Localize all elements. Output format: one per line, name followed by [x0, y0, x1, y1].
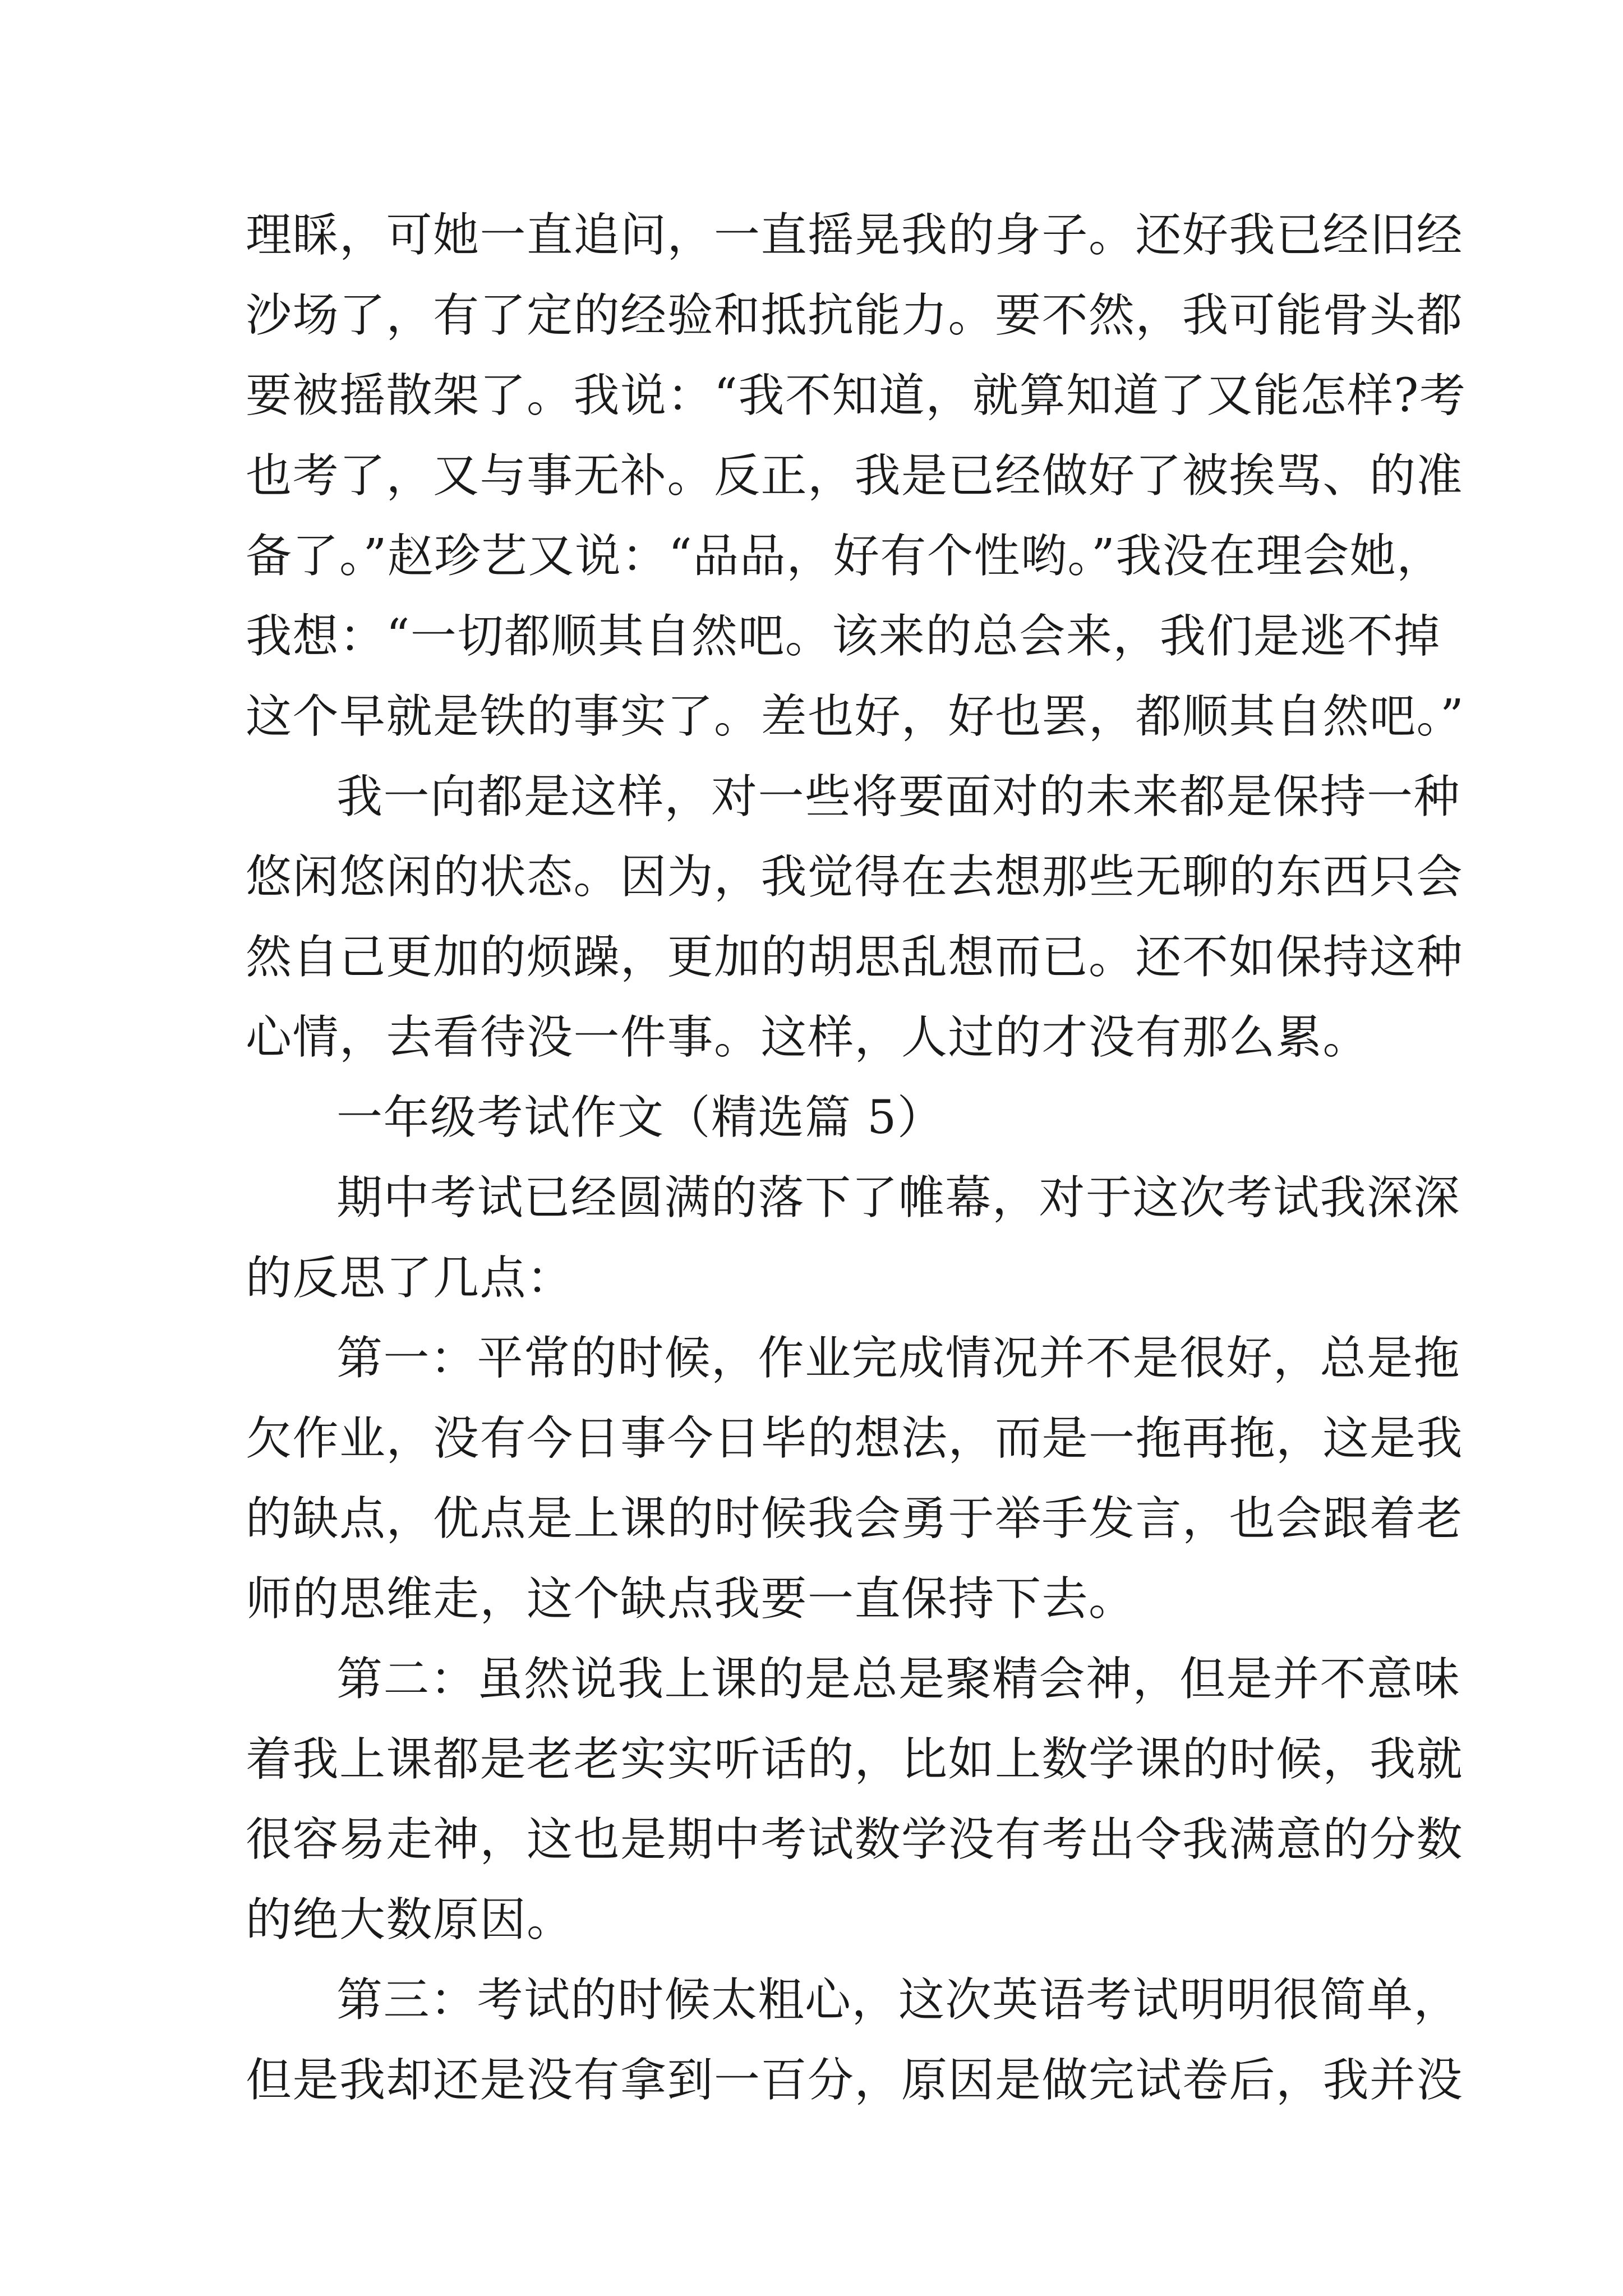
- text-line: 备了。”赵珍艺又说：“品品，好有个性哟。”我没在理会她，: [246, 530, 1444, 583]
- text-line: 然自己更加的烦躁，更加的胡思乱想而已。还不如保持这种: [246, 931, 1464, 984]
- text-line: 的反思了几点：: [246, 1251, 574, 1305]
- section-heading: 一年级考试作文（精选篇 5）: [336, 1091, 944, 1144]
- text-line: 欠作业，没有今日事今日毕的想法，而是一拖再拖，这是我: [246, 1412, 1464, 1465]
- text-line: 的绝大数原因。: [246, 1893, 574, 1947]
- text-line: 这个早就是铁的事实了。差也好，好也罢，都顺其自然吧。”: [246, 690, 1465, 743]
- text-line: 很容易走神，这也是期中考试数学没有考出令我满意的分数: [246, 1813, 1464, 1866]
- text-line: 我想：“一切都顺其自然吧。该来的总会来，我们是逃不掉: [246, 610, 1441, 663]
- text-line: 悠闲悠闲的状态。因为，我觉得在去想那些无聊的东西只会: [246, 850, 1464, 904]
- text-line: 着我上课都是老老实实听话的，比如上数学课的时候，我就: [246, 1733, 1464, 1786]
- paragraph-first-line: 第二：虽然说我上课的是总是聚精会神，但是并不意味: [336, 1653, 1461, 1706]
- text-line: 也考了，又与事无补。反正，我是已经做好了被挨骂、的准: [246, 449, 1464, 503]
- paragraph-first-line: 期中考试已经圆满的落下了帷幕，对于这次考试我深深: [336, 1171, 1461, 1225]
- text-line: 理睬，可她一直追问，一直摇晃我的身子。还好我已经旧经: [246, 209, 1464, 262]
- text-line: 要被摇散架了。我说：“我不知道，就算知道了又能怎样?考: [246, 369, 1467, 422]
- text-line: 师的思维走，这个缺点我要一直保持下去。: [246, 1572, 1136, 1626]
- paragraph-first-line: 第三：考试的时候太粗心，这次英语考试明明很简单，: [336, 1973, 1461, 2027]
- paragraph-first-line: 第一：平常的时候，作业完成情况并不是很好，总是拖: [336, 1332, 1461, 1385]
- text-line: 但是我却还是没有拿到一百分，原因是做完试卷后，我并没: [246, 2054, 1464, 2107]
- text-line: 沙场了，有了定的经验和抵抗能力。要不然，我可能骨头都: [246, 289, 1464, 342]
- paragraph-first-line: 我一向都是这样，对一些将要面对的未来都是保持一种: [336, 770, 1461, 823]
- text-line: 心情，去看待没一件事。这样，人过的才没有那么累。: [246, 1011, 1370, 1064]
- text-line: 的缺点，优点是上课的时候我会勇于举手发言，也会跟着老: [246, 1492, 1464, 1545]
